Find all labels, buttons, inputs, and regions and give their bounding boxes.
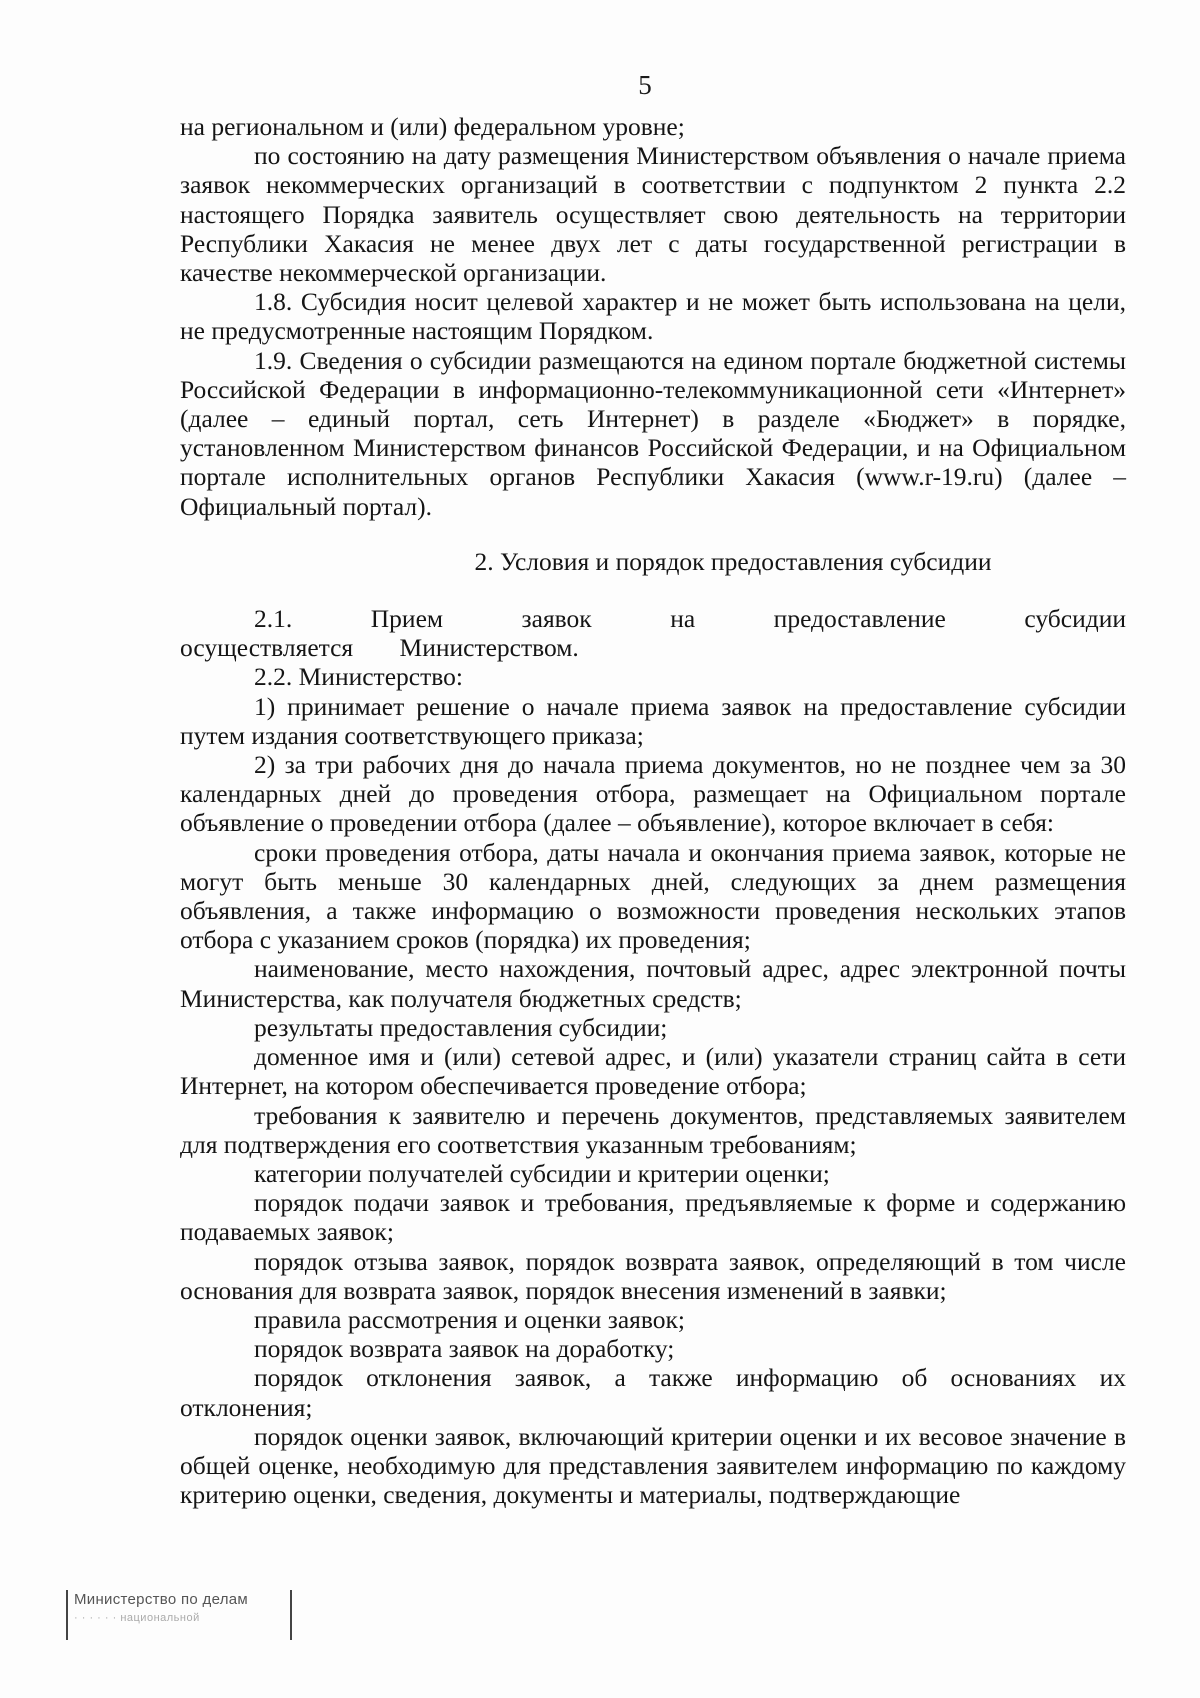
stamp-text-line: Министерство по делам [74, 1591, 249, 1608]
paragraph: порядок отзыва заявок, порядок возврата заявок, определяющий в том числе основания для возврата заявок, порядок внесения изменений в заявки; [180, 1246, 1126, 1305]
paragraph: правила рассмотрения и оценки заявок; [254, 1304, 685, 1334]
paragraph: порядок отклонения заявок, а также информацию об основаниях их отклонения; [180, 1363, 1126, 1422]
paragraph: на региональном и (или) федеральном уровне; [180, 112, 685, 141]
registration-stamp [66, 1590, 292, 1640]
section-heading: 2. Условия и порядок предоставления субсидии [474, 546, 992, 576]
paragraph: 1.9. Сведения о субсидии размещаются на едином портале бюджетной системы Российской Федерации в информационно-телекоммуникационной сети «Интернет» (далее – единый портал, сеть Интернет) в разделе «Бюджет» в порядке, установленном Министерством финансов Российской Федерации, и на Официальном портале исполнительных органов Республики Хакасия (www.r-19.ru) (далее – Официальный портал). [180, 345, 1126, 521]
paragraph: доменное имя и (или) сетевой адрес, и (или) указатели страниц сайта в сети Интернет, на котором обеспечивается проведение отбора; [180, 1042, 1126, 1101]
paragraph: по состоянию на дату размещения Министерством объявления о начале приема заявок некоммерческих организаций в соответствии с подпунктом 2 пункта 2.2 настоящего Порядка заявитель осуществляет свою деятельность на территории Республики Хакасия не менее двух лет с даты государственной регистрации в качестве некоммерческой организации. [180, 141, 1126, 288]
paragraph: 2.1. Прием заявок на предоставление субсидии осуществляется Министерством. [180, 604, 1126, 663]
paragraph: сроки проведения отбора, даты начала и окончания приема заявок, которые не могут быть меньше 30 календарных дней, следующих за днем размещения объявления, а также информацию о возможности проведения нескольких этапов отбора с указанием сроков (порядка) их проведения; [180, 837, 1126, 955]
stamp-text-line: · · · · · · национальной [74, 1612, 200, 1624]
paragraph: порядок оценки заявок, включающий критерии оценки и их весовое значение в общей оценке, необходимую для представления заявителем информацию по каждому критерию оценки, сведения, документы и материалы, подтверждающие [180, 1421, 1126, 1510]
document-body [180, 112, 1126, 1509]
paragraph: требования к заявителю и перечень документов, представляемых заявителем для подтверждения его соответствия указанным требованиям; [180, 1100, 1126, 1159]
paragraph: категории получателей субсидии и критерии оценки; [254, 1158, 830, 1188]
page-number: 5 [638, 70, 652, 100]
paragraph: 1) принимает решение о начале приема заявок на предоставление субсидии путем издания соответствующего приказа; [180, 691, 1126, 750]
paragraph: 1.8. Субсидия носит целевой характер и не может быть использована на цели, не предусмотренные настоящим Порядком. [180, 287, 1126, 346]
paragraph: порядок возврата заявок на доработку; [254, 1334, 675, 1364]
paragraph: порядок подачи заявок и требования, предъявляемые к форме и содержанию подаваемых заявок; [180, 1188, 1126, 1247]
paragraph: наименование, место нахождения, почтовый адрес, адрес электронной почты Министерства, как получателя бюджетных средств; [180, 954, 1126, 1013]
paragraph: результаты предоставления субсидии; [254, 1012, 668, 1042]
paragraph: 2) за три рабочих дня до начала приема документов, но не позднее чем за 30 календарных дней до проведения отбора, размещает на Официальном портале объявление о проведении отбора (далее – объявление), которое включает в себя: [180, 750, 1126, 838]
paragraph: 2.2. Министерство: [254, 662, 463, 692]
